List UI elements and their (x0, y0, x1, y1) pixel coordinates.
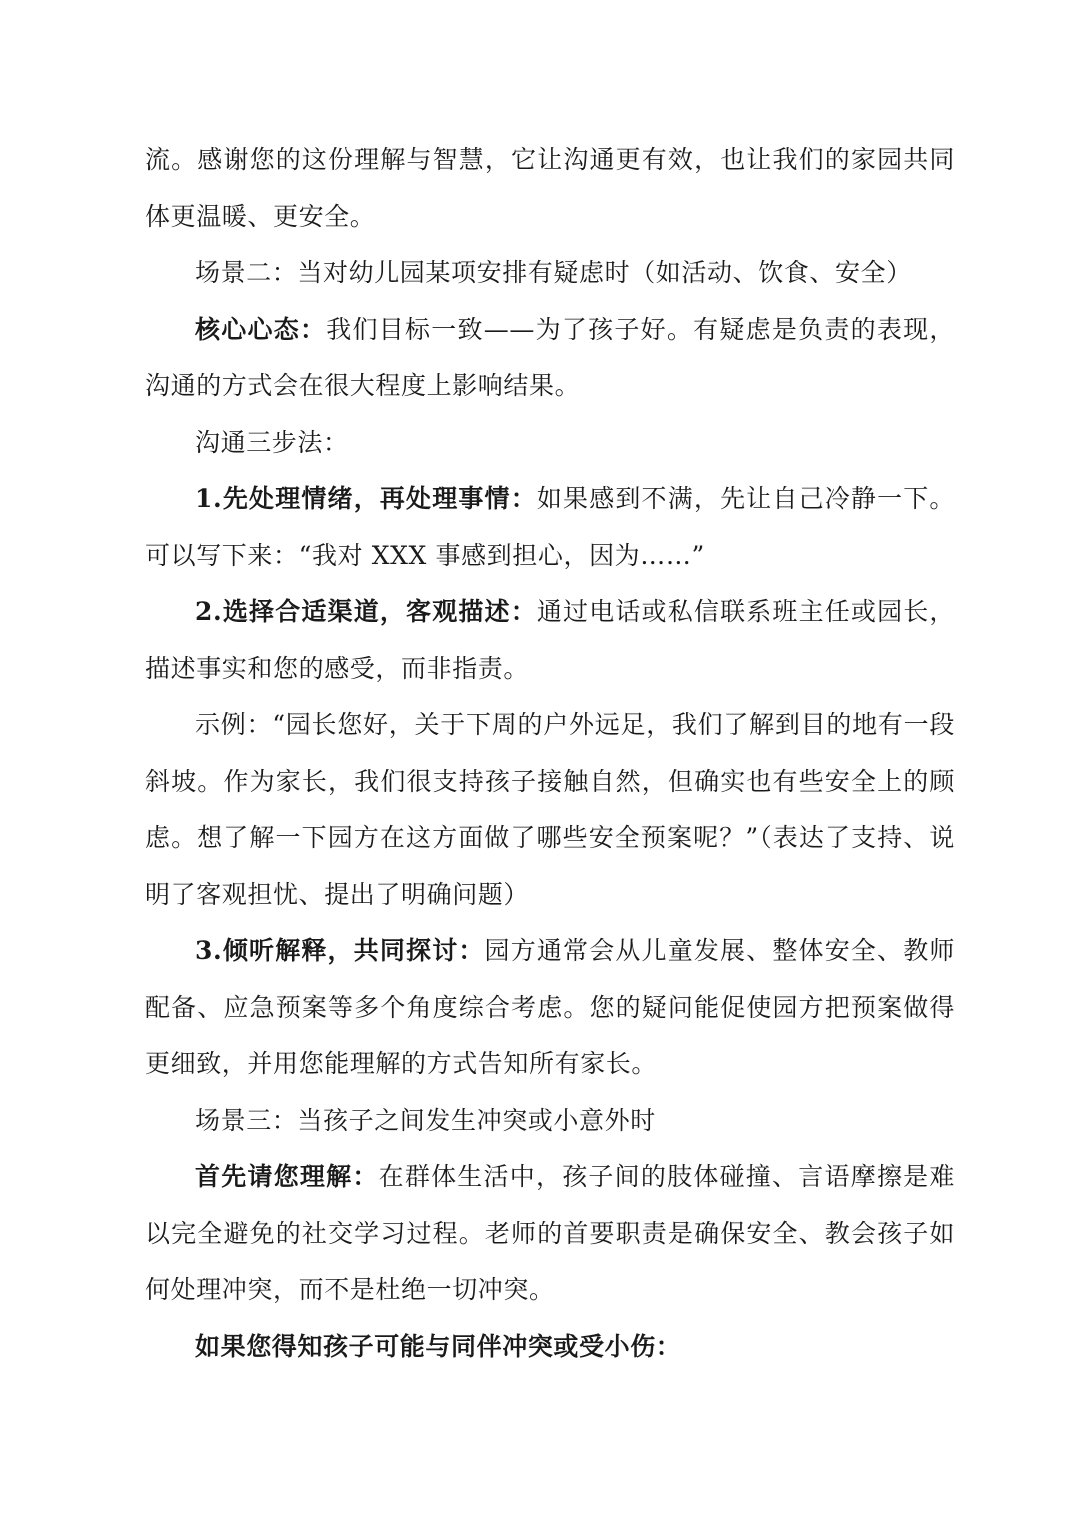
paragraph-if-conflict (145, 1319, 955, 1376)
paragraph-7-text: 示例：“园长您好，关于下周的户外远足，我们了解到目的地有一段斜坡。作为家长，我们很支持孩子接触自然，但确实也有些安全上的顾虑。想了解一下园方在这方面做了哪些安全预案呢？”（表达了支持、说明了客观担忧、提出了明确问题） (145, 710, 955, 909)
paragraph-example (145, 697, 955, 923)
paragraph-3-text: 我们目标一致——为了孩子好。有疑虑是负责的表现，沟通的方式会在很大程度上影响结果。 (145, 314, 955, 400)
paragraph-scene-two-heading (145, 245, 955, 302)
paragraph-5-text: 如果感到不满，先让自己冷静一下。可以写下来：“我对 XXX 事感到担心，因为……” (145, 484, 956, 570)
paragraph-1 (145, 132, 955, 245)
paragraph-10-text: 在群体生活中，孩子间的肢体碰撞、言语摩擦是难以完全避免的社交学习过程。老师的首要职责是确保安全、教会孩子如何处理冲突，而不是杜绝一切冲突。 (145, 1162, 956, 1304)
paragraph-11-bold: 如果您得知孩子可能与同伴冲突或受小伤： (195, 1331, 682, 1361)
paragraph-8-text: 园方通常会从儿童发展、整体安全、教师配备、应急预案等多个角度综合考虑。您的疑问能促使园方把预案做得更细致，并用您能理解的方式告知所有家长。 (145, 936, 955, 1078)
paragraph-three-steps-heading (145, 415, 955, 472)
paragraph-1-text: 流。感谢您的这份理解与智慧，它让沟通更有效，也让我们的家园共同体更温暖、更安全。 (145, 145, 955, 231)
paragraph-step-2 (145, 584, 955, 697)
paragraph-core-mindset (145, 302, 955, 415)
paragraph-3-bold: 核心心态： (195, 314, 327, 344)
paragraph-5-bold: 1.先处理情绪，再处理事情： (195, 484, 537, 513)
paragraph-2-text: 场景二：当对幼儿园某项安排有疑虑时（如活动、饮食、安全） (195, 258, 912, 287)
paragraph-8-bold: 3.倾听解释，共同探讨： (195, 936, 485, 965)
paragraph-understanding (145, 1149, 955, 1319)
paragraph-6-text: 通过电话或私信联系班主任或园长，描述事实和您的感受，而非指责。 (145, 597, 956, 683)
paragraph-scene-three-heading (145, 1093, 955, 1150)
paragraph-6-bold: 2.选择合适渠道，客观描述： (195, 597, 537, 626)
document-page (145, 132, 955, 1375)
paragraph-4-text: 沟通三步法： (195, 427, 349, 457)
paragraph-9-text: 场景三：当孩子之间发生冲突或小意外时 (195, 1105, 656, 1135)
paragraph-10-bold: 首先请您理解： (195, 1162, 379, 1191)
paragraph-step-3 (145, 923, 955, 1093)
paragraph-step-1 (145, 471, 955, 584)
